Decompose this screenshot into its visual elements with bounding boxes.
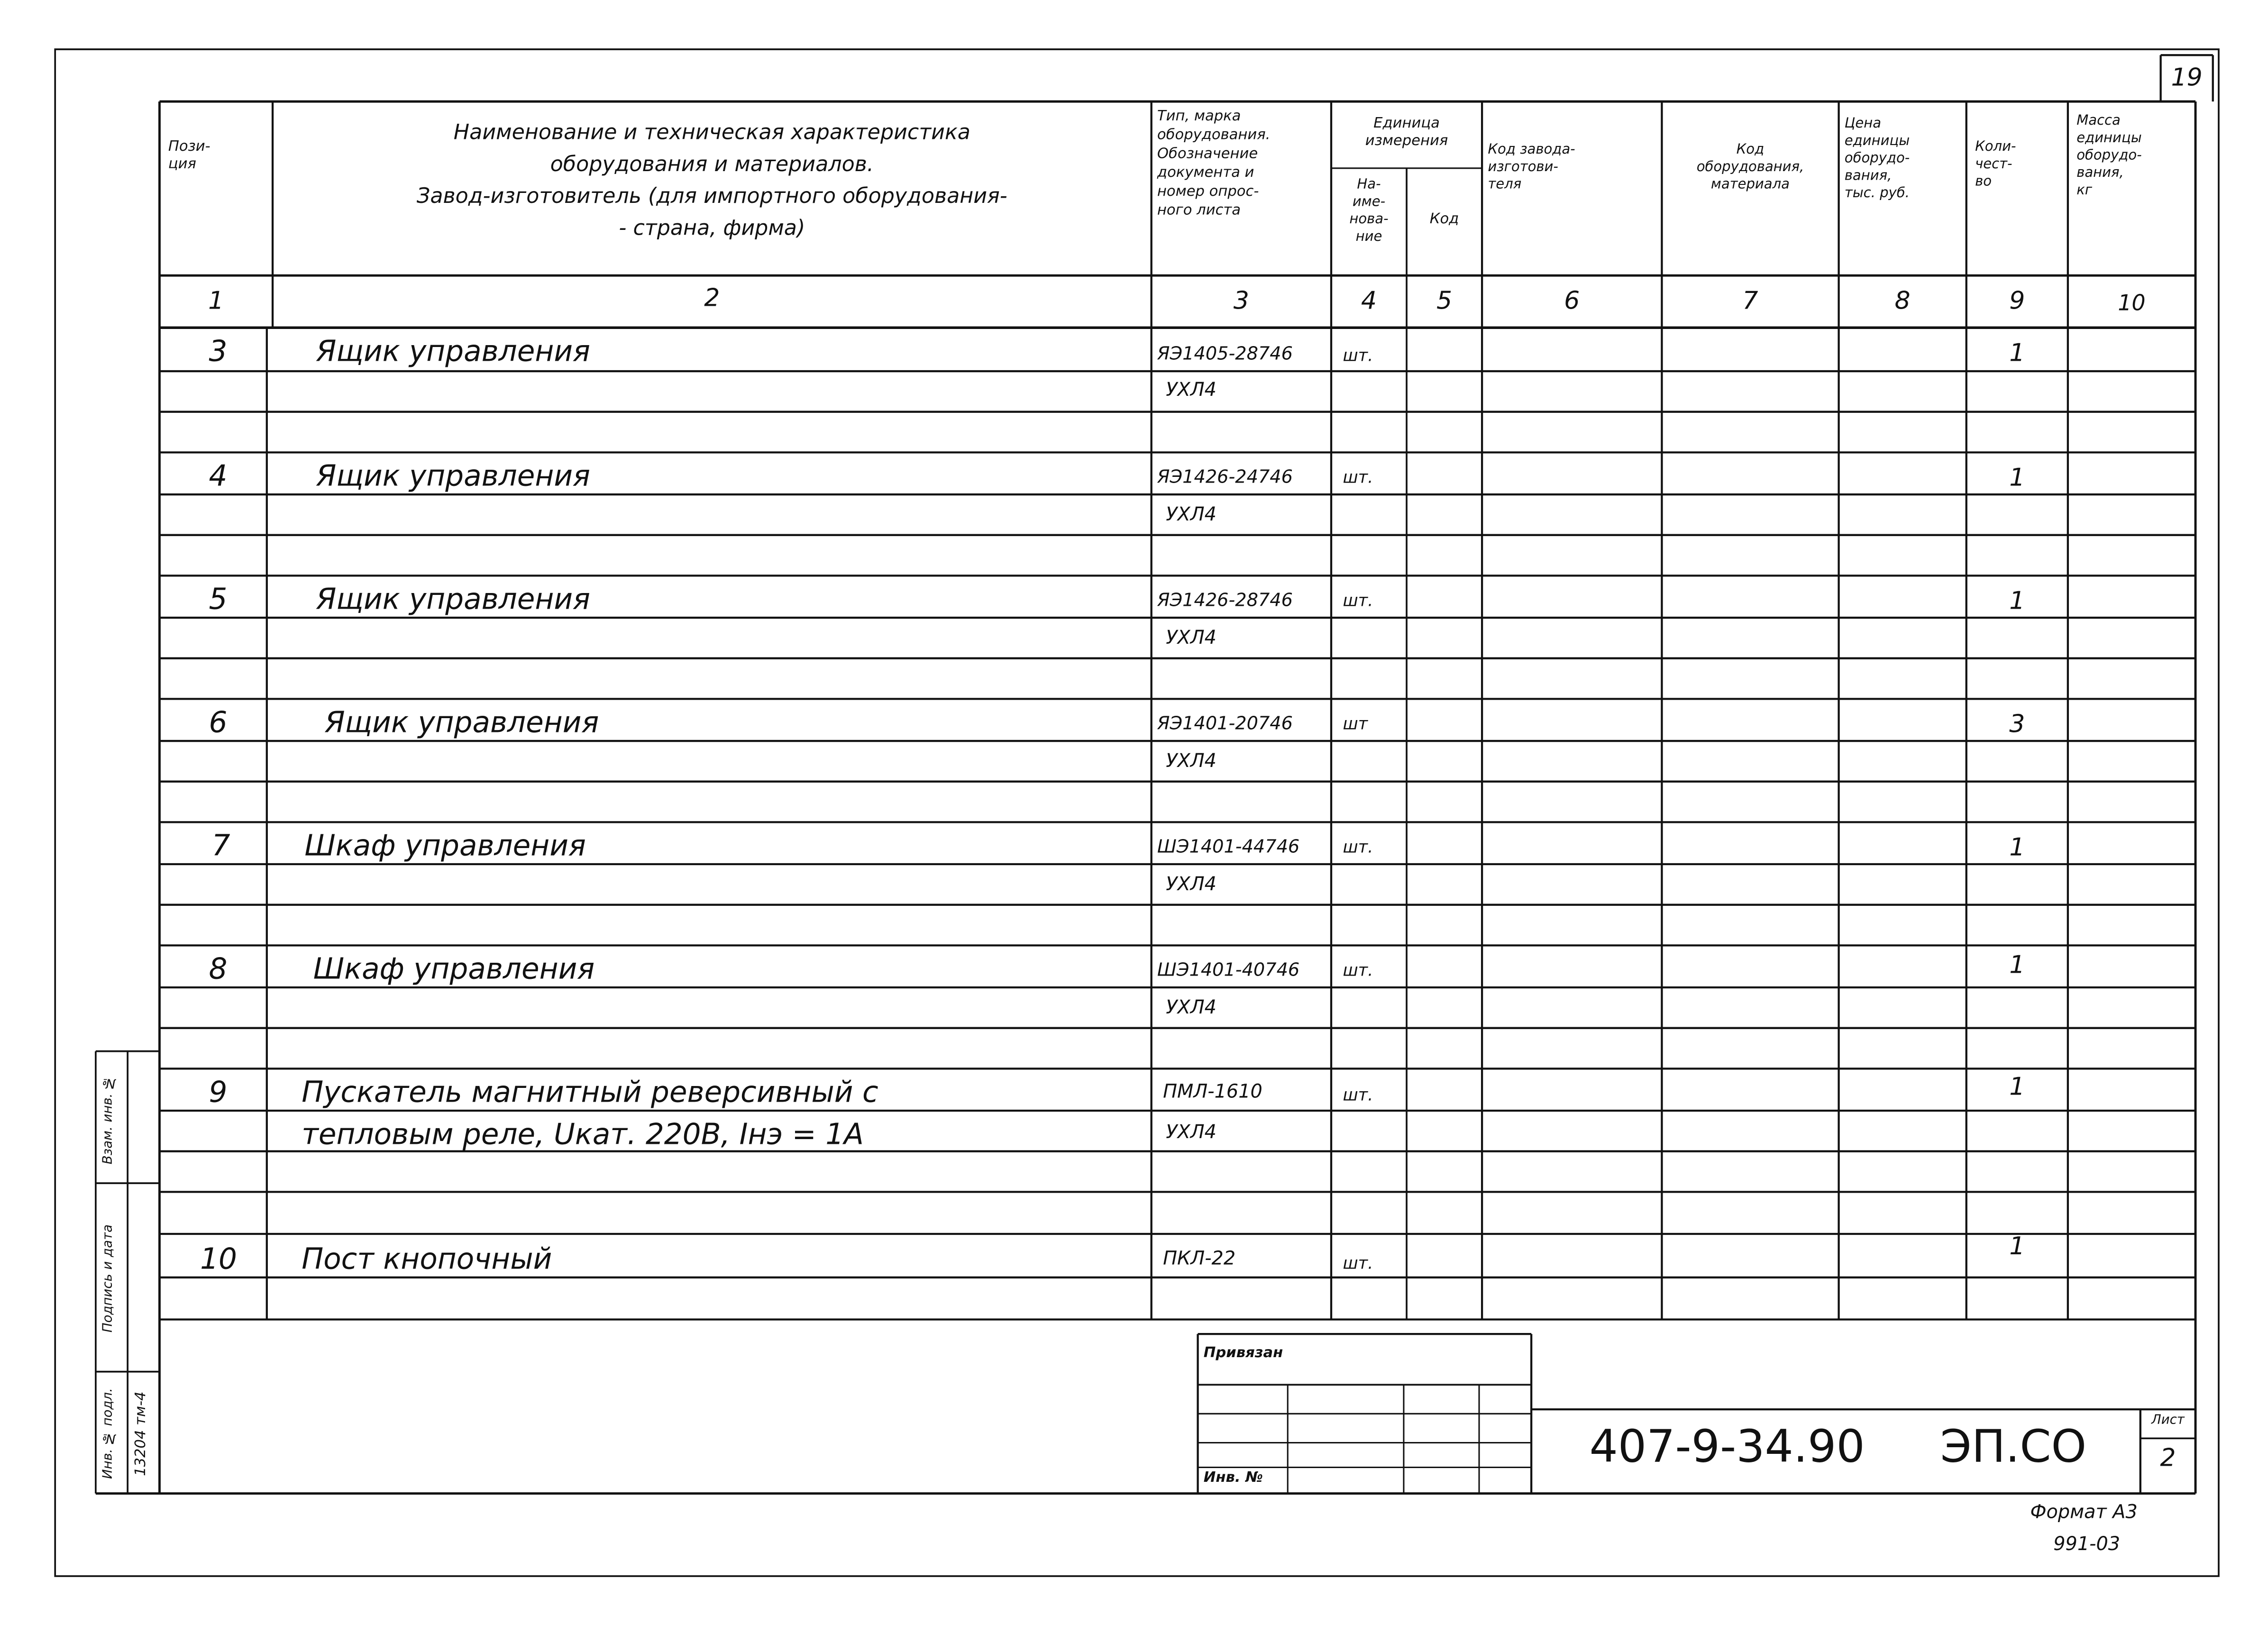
row-unit: шт. (1343, 1252, 1373, 1273)
column-number-7: 7 (1742, 287, 1758, 316)
column-number-2: 2 (704, 284, 720, 313)
row-type-climate: УХЛ4 (1166, 628, 1216, 650)
row-quantity: 1 (2009, 587, 2025, 616)
row-name: Ящик управления (316, 333, 590, 368)
row-type: ШЭ1401-44746 (1157, 835, 1300, 857)
header-name-line1: Наименование и техническая характеристика (453, 121, 970, 145)
column-number-6: 6 (1564, 287, 1580, 316)
header-quantity: Коли- чест- во (1975, 139, 2016, 190)
column-number-8: 8 (1894, 287, 1911, 316)
row-position: 3 (209, 333, 228, 368)
sheet-number: 19 (2171, 64, 2203, 93)
row-unit: шт. (1343, 836, 1373, 857)
row-type: ЯЭ1405-28746 (1157, 342, 1293, 364)
document-mark: ЭП.СО (1940, 1421, 2087, 1473)
row-quantity: 3 (2009, 710, 2025, 739)
row-name: Ящик управления (325, 704, 599, 739)
row-type-climate: УХЛ4 (1166, 997, 1216, 1020)
row-name: Пост кнопочный (302, 1241, 552, 1276)
row-quantity: 1 (2009, 1073, 2025, 1102)
row-type: ПМЛ-1610 (1163, 1081, 1262, 1104)
row-unit: шт. (1343, 959, 1373, 980)
column-number-3: 3 (1233, 287, 1249, 316)
row-quantity: 1 (2009, 339, 2025, 368)
row-quantity: 1 (2009, 1232, 2025, 1262)
row-name: Шкаф управления (304, 828, 586, 863)
tied-label: Привязан (1203, 1345, 1283, 1362)
stamp-replaced-inventory: Взам. инв. № (101, 1074, 116, 1164)
row-type: ЯЭ1426-24746 (1157, 465, 1293, 487)
row-position: 9 (209, 1074, 228, 1109)
header-type: Тип, марка оборудования. Обозначение документа и номер опрос- ного листа (1157, 109, 1271, 219)
row-unit: шт. (1343, 345, 1373, 365)
column-number-9: 9 (2009, 287, 2025, 316)
row-type-climate: УХЛ4 (1166, 504, 1216, 527)
row-quantity: 1 (2009, 951, 2025, 980)
row-unit: шт. (1343, 466, 1373, 487)
row-type-climate: УХЛ4 (1166, 751, 1216, 773)
header-name-line2: оборудования и материалов. (550, 154, 874, 177)
header-unit-name: На- име- нова- ние (1349, 177, 1389, 245)
header-price: Цена единицы оборудо- вания, тыс. руб. (1844, 116, 1910, 202)
header-position: Пози- ция (168, 139, 210, 173)
row-name: Ящик управления (316, 458, 590, 493)
row-type-climate: УХЛ4 (1166, 380, 1216, 402)
row-position: 10 (200, 1241, 237, 1276)
column-number-4: 4 (1361, 287, 1377, 316)
stamp-original-inventory: Инв. № подл. (101, 1388, 116, 1480)
header-name-line3: Завод-изготовитель (для импортного оборудования- (416, 185, 1007, 209)
row-type: ЯЭ1426-28746 (1157, 588, 1293, 611)
header-name-line4: - страна, фирма) (619, 217, 805, 241)
column-number-5: 5 (1436, 287, 1453, 316)
header-unit-code: Код (1429, 211, 1459, 228)
header-mass: Масса единицы оборудо- вания, кг (2076, 113, 2142, 199)
row-type: ШЭ1401-40746 (1157, 958, 1300, 980)
row-type: ЯЭ1401-20746 (1157, 712, 1293, 734)
row-type-climate: УХЛ4 (1166, 874, 1216, 896)
column-number-1: 1 (208, 287, 224, 316)
header-manufacturer-code: Код завода- изготови- теля (1488, 142, 1575, 193)
row-position: 6 (209, 704, 228, 739)
stamp-inventory-value: 13204 тм-4 (133, 1391, 150, 1477)
sheet-label: Лист (2151, 1414, 2185, 1428)
row-quantity: 1 (2009, 833, 2025, 863)
row-name: Шкаф управления (313, 951, 595, 986)
row-name: Ящик управления (316, 581, 590, 616)
row-position: 4 (209, 458, 228, 493)
sheet-value: 2 (2160, 1444, 2176, 1473)
row-position: 7 (211, 828, 230, 863)
row-unit: шт. (1343, 1084, 1373, 1105)
document-code: 407-9-34.90 (1589, 1421, 1865, 1473)
row-type-climate: УХЛ4 (1166, 1122, 1216, 1144)
row-name-continued: тепловым реле, Uкат. 220В, Iнэ = 1А (302, 1116, 864, 1151)
stamp-signature-date: Подпись и дата (101, 1224, 116, 1333)
row-position: 8 (209, 951, 228, 986)
row-name: Пускатель магнитный реверсивный с (302, 1074, 878, 1109)
row-unit: шт (1343, 713, 1368, 734)
column-number-10: 10 (2118, 290, 2146, 316)
footer-code: 991-03 (2053, 1534, 2121, 1556)
inventory-label: Инв. № (1203, 1470, 1263, 1487)
row-type: ПКЛ-22 (1163, 1248, 1236, 1270)
row-position: 5 (209, 581, 228, 616)
row-quantity: 1 (2009, 464, 2025, 493)
row-unit: шт. (1343, 590, 1373, 611)
format-label: Формат А3 (2030, 1502, 2138, 1524)
header-equipment-code: Код оборудования, материала (1696, 142, 1804, 193)
header-unit-group: Единица измерения (1365, 116, 1448, 150)
